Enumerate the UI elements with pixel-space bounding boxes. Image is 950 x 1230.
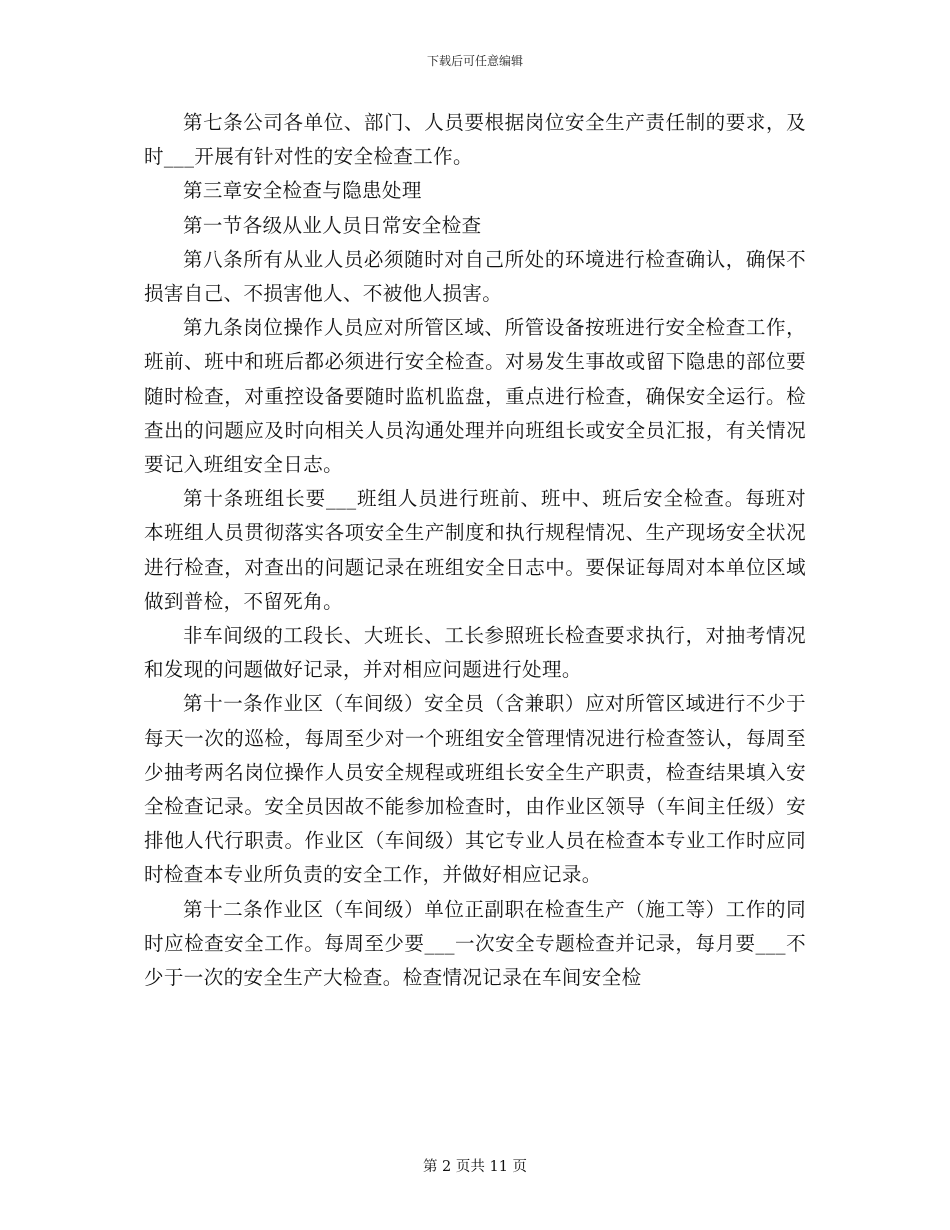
chapter-3-heading: 第三章安全检查与隐患处理: [183, 179, 422, 203]
article-10: 第十条班组长要___班组人员进行班前、班中、班后安全检查。每班对本班组人员贯彻落实各项安全生产制度和执行规程情况、生产现场安全状况进行检查，对查出的问题记录在班组安全日志中。要保证每周对本单位区域做到普检，不留死角。: [144, 487, 806, 613]
article-11: 第十一条作业区（车间级）安全员（含兼职）应对所管区域进行不少于每天一次的巡检，每周至少对一个班组安全管理情况进行检查签认，每周至少抽考两名岗位操作人员安全规程或班组长安全生产职责，检查结果填入安全检查记录。安全员因故不能参加检查时，由作业区领导（车间主任级）安排他人代行职责。作业区（车间级）其它专业人员在检查本专业工作时应同时检查本专业所负责的安全工作，并做好相应记录。: [144, 692, 806, 887]
non-workshop-paragraph: 非车间级的工段长、大班长、工长参照班长检查要求执行，对抽考情况和发现的问题做好记录，并对相应问题进行处理。: [144, 624, 806, 682]
article-7: 第七条公司各单位、部门、人员要根据岗位安全生产责任制的要求，及时___开展有针对性的安全检查工作。: [144, 111, 806, 169]
article-8: 第八条所有从业人员必须随时对自己所处的环境进行检查确认，确保不损害自己、不损害他人、不被他人损害。: [144, 247, 806, 306]
article-12: 第十二条作业区（车间级）单位正副职在检查生产（施工等）工作的同时应检查安全工作。每周至少要___一次安全专题检查并记录，每月要___不少于一次的安全生产大检查。检查情况记录在车间安全检: [144, 897, 806, 990]
article-9: 第九条岗位操作人员应对所管区域、所管设备按班进行安全检查工作，班前、班中和班后都必须进行安全检查。对易发生事故或留下隐患的部位要随时检查，对重控设备要随时监机监盘，重点进行检查，确保安全运行。检查出的问题应及时向相关人员沟通处理并向班组长或安全员汇报，有关情况要记入班组安全日志。: [144, 316, 806, 477]
page-footer: 第 2 页共 11 页: [422, 1159, 528, 1175]
page-header: 下载后可任意编辑: [426, 54, 523, 68]
section-1-heading: 第一节各级从业人员日常安全检查: [183, 213, 482, 237]
document-body: [144, 106, 806, 995]
